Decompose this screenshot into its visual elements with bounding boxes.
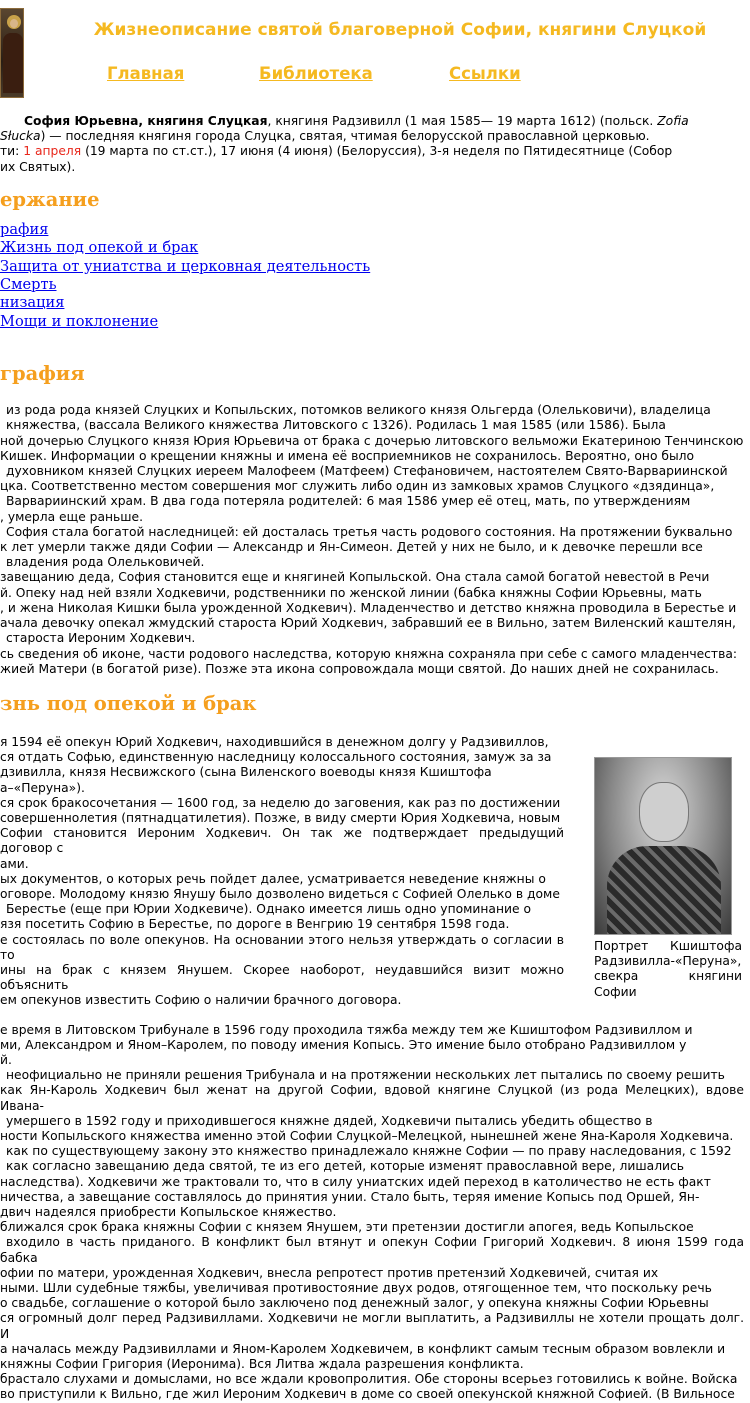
guardianship-text-left xyxy=(0,735,564,1009)
portrait-image xyxy=(594,757,732,935)
nav-links-link[interactable]: Ссылки xyxy=(449,64,521,83)
toc-link-relics[interactable]: Мощи и поклонение xyxy=(0,312,159,330)
toc-link-guardianship[interactable]: Жизнь под опекой и брак xyxy=(0,239,199,257)
bio-paragraph-3: завещанию деда, София становится еще и княгиней Копыльской. Она стала самой богатой невестой в Речи й. Опеку над ней взяли Ходкевичи, родственники по женской линии (бабка княжны Софии Юрьевны, мать , и жена Николая Кишки была урожденной Ходкевич). Младенчество и детство княжна проводила в Берестье и ачала девочку опекал жмудский староста Юрий Ходкевич, забравший ее в Вильно, затем Виленский каштелян, староста Иероним Ходкевич. xyxy=(0,570,737,646)
intro-name: София Юрьевна, княгиня Слуцкая xyxy=(24,114,268,128)
table-of-contents xyxy=(0,221,744,331)
life-paragraph-1: я 1594 её опекун Юрий Ходкевич, находившийся в денежном долгу у Радзивиллов, ся отдать Софью, единственную наследницу колоссального состояния, замуж за за дзивилла, князя Несвижского (сына Виленского воеводы князя Кшиштофа а–«Перуна»). xyxy=(0,734,552,795)
life-paragraph-7: брастало слухами и домыслами, но все ждали кровопролития. Обе стороны всерьез готовились к войне. Войска во приступили к Вильно, где жил Иероним Ходкевич в доме со своей опекунской княжной Софией. (В Вильносе xyxy=(0,1372,738,1402)
saint-icon-image xyxy=(0,8,24,98)
portrait-figure xyxy=(594,757,742,1000)
site-title: Жизнеописание святой благоверной Софии, княгини Слуцкой xyxy=(93,20,707,40)
biography-heading: графия xyxy=(0,362,85,386)
nav-home-link[interactable]: Главная xyxy=(107,64,185,83)
bio-paragraph-1: из рода рода князей Слуцких и Копыльских, потомков великого князя Ольгерда (Олельковичи), владелица княжества, (вассала Великого княжества Литовского с 1326). Родилась 1 мая 1585 (или 1586). Была ной дочерью Слуцкого князя Юрия Юрьевича от брака с дочерью литовского вельможи Екатериною Тенчинскою Кишек. Информации о крещении княжны и имена её восприемников не сохранилось. Вероятно, оно было духовником князей Слуцких иереем Малофеем (Матфеем) Стефановичем, настоятелем Свято-Варвариинской цка. Соответственно местом совершения мог служить либо один из замковых храмов Слуцкого «дзядинца», Варвариинский храм. В два года потеряла родителей: 6 мая 1586 умер её отец, мать, по утверждениям , умерла еще раньше. xyxy=(0,403,744,524)
toc-link-defense[interactable]: Защита от униатства и церковная деятельность xyxy=(0,257,371,275)
memory-date-link[interactable]: 1 апреля xyxy=(23,144,82,159)
life-paragraph-3: ых документов, о которых речь пойдет далее, усматривается неведение княжны о оговоре. Молодому князю Янушу было дозволено видеться с Софией Олелько в доме Берестье (еще при Юрии Ходкевиче). Однако имеется лишь одно упоминание о язя посетить Софию в Берестье, по дороге в Венгрию 19 сентября 1598 года. е состоялась по воле опекунов. На основании этого нельзя утверждать о согласии в то ины на брак с князем Янушем. Скорее наоборот, неудавшийся визит можно объяснить ем опекунов известить Софию о наличии брачного договора. xyxy=(0,871,564,1008)
nav-library-link[interactable]: Библиотека xyxy=(259,64,373,83)
life-paragraph-4: е время в Литовском Трибунале в 1596 году проходила тяжба между тем же Кшиштофом Радзивиллом и ми, Александром и Яном–Каролем, по поводу имения Копысь. Это имение было отобрано Радзивиллом у й. xyxy=(0,1022,693,1067)
bio-paragraph-2: София стала богатой наследницей: ей досталась третья часть родового состояния. На протяжении буквально к лет умерли также дяди Софии — Александр и Ян-Симеон. Детей у них не было, и к девочке перешли все владения рода Олельковичей. xyxy=(0,524,733,570)
bio-paragraph-4: сь сведения об иконе, части родового наследства, которую княжна сохраняла при себе с самого младенчества: жией Матери (в богатой ризе). Позже эта икона сопровождала мощи святой. До наших дней не сохранилась. xyxy=(0,646,738,676)
toc-link-canonization[interactable]: низация xyxy=(0,294,65,312)
toc-link-death[interactable]: Смерть xyxy=(0,276,57,294)
toc-link-biography[interactable]: рафия xyxy=(0,220,49,238)
life-paragraph-6: ближался срок брака княжны Софии с князем Янушем, эти претензии достигли апогея, ведь Копыльское входило в часть приданого. В конфликт был втянут и опекун Софии Григорий Ходкевич. 8 июня 1599 года бабка офии по матери, урожденная Ходкевич, внесла репротест против претензий Ходкевичей, считая их ными. Шли судебные тяжбы, увеличивая противостояние двух родов, отягощенное тем, что поскольку речь о свадьбе, соглашение о которой было заключено под денежный залог, у опекуна княжны Софии Юрьевны ся огромный долг перед Радзивиллами. Ходкевичи не могли выплатить, а Радзивиллы не хотели прощать долг. И а началась между Радзивиллами и Яном-Каролем Ходкевичем, в конфликт самым тесным образом вовлекли и княжны Софии Григория (Иеронима). Вся Литва ждала разрешения конфликта. xyxy=(0,1220,744,1372)
page-header xyxy=(0,0,750,128)
portrait-caption: Портрет Кшиштофа Радзивилла-«Перуна», свекра княгини Софии xyxy=(594,939,742,999)
intro-paragraph: София Юрьевна, княгиня Слуцкая, княгиня Радзивилл (1 мая 1585— 19 марта 1612) (польск. Zofia Słucka) — последняя княгиня города Слуцка, святая, чтимая белорусской православной церковью. ти: 1 апреля (19 марта по ст.ст.), 17 июня (4 июня) (Белоруссия), 3-я неделя по Пятидесятнице (Собор их Святых). xyxy=(0,114,689,174)
life-paragraph-5: неофициально не приняли решения Трибунала и на протяжении нескольких лет пытались по своему решить как Ян-Кароль Ходкевич был женат на другой Софии, вдовой княгине Слуцкой (из рода Мелецких), вдове Ивана- умершего в 1592 году и приходившегося княжне дядей, Ходкевичи пытались убедить общество в ности Копыльского княжества именно этой Софии Слуцкой–Мелецкой, нынешней жене Яна-Кароля Ходкевича. как по существующему закону это княжество принадлежало княжне Софии — по праву наследования, с 1592 как согласно завещанию деда святой, те из его детей, которые изменят православной вере, лишались наследства). Ходкевичи же трактовали то, что в силу униатских идей переход в католичество не есть факт ничества, а завещание составлялось до принятия унии. Стало быть, теряя имение Копысь под Оршей, Ян- двич надеялся приобрести Копыльское княжество. xyxy=(0,1068,744,1219)
toc-heading: ержание xyxy=(0,187,100,211)
life-paragraph-2: ся срок бракосочетания — 1600 год, за неделю до заговения, как раз по достижении совершеннолетия (пятнадцатилетия). Позже, в виду смерти Юрия Ходкевича, новым Софии становится Иероним Ходкевич. Он так же подтверждает предыдущий договор с ами. xyxy=(0,795,564,871)
guardianship-heading: знь под опекой и брак xyxy=(0,691,257,715)
